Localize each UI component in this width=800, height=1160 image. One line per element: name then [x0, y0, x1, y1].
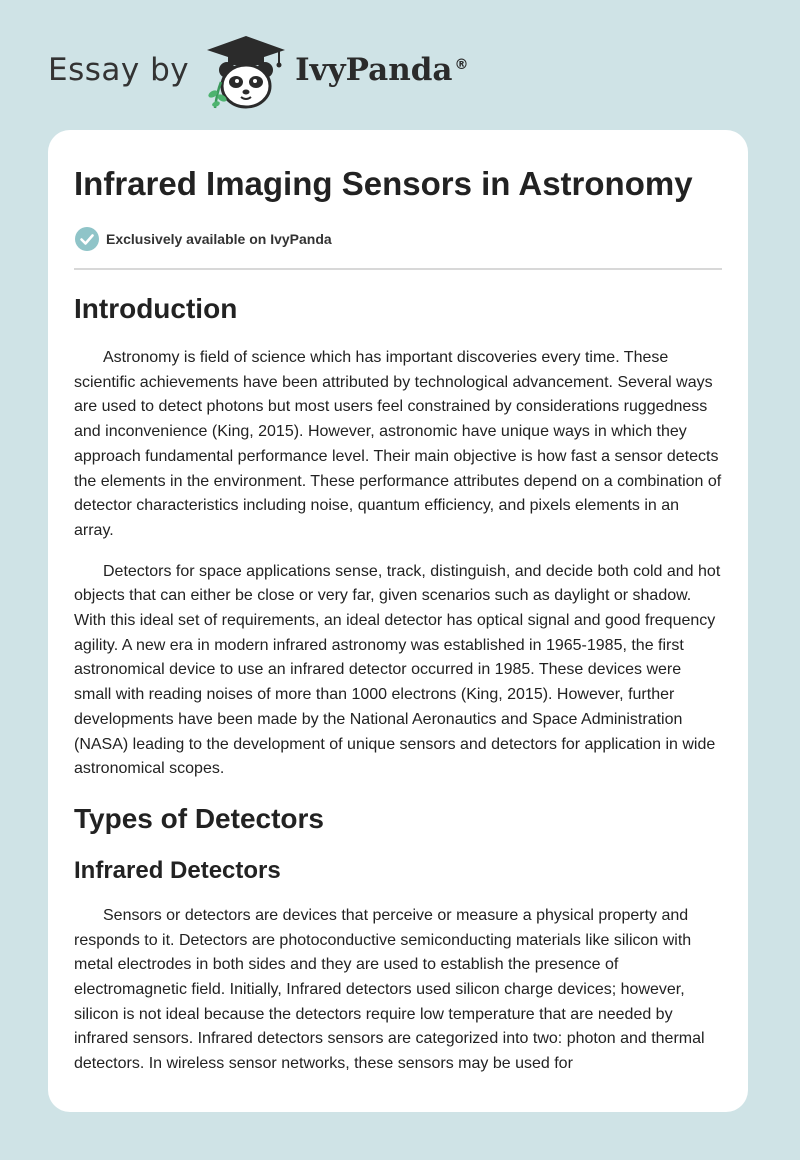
essay-card: [48, 130, 748, 1112]
panda-logo-icon: [203, 30, 289, 110]
check-circle-icon: [74, 226, 100, 252]
paragraph: Astronomy is field of science which has important discoveries every time. These scientific achievements have been attributed by technological advancement. Several ways are used to detect photons but most users feel constrained by considerations ruggedness and inconvenience (King, 2015). However, astronomic have unique ways in which they approach fundamental performance level. Their main objective is how fast a sensor detects the elements in the environment. These performance attributes depend on a combination of detector characteristics including noise, quantum efficiency, and pixels elements in an array.: [74, 349, 722, 539]
page-title: Infrared Imaging Sensors in Astronomy: [74, 165, 693, 202]
site-header: [48, 30, 469, 110]
section-types-of-detectors: [74, 802, 722, 1077]
brand-name[interactable]: [295, 52, 468, 88]
badge-text: Exclusively available on IvyPanda: [106, 231, 332, 247]
paragraph: Detectors for space applications sense, track, distinguish, and decide both cold and hot objects that can either be close or very far, given scenarios such as daylight or shadow. With this ideal set of requirements, an ideal detector has optical signal and good frequency agility. A new era in modern infrared astronomy was established in 1965-1985, the first astronomical device to use an infrared detector occurred in 1985. These devices were small with reading noises of more than 1000 electrons (King, 2015). However, further developments have been made by the National Aeronautics and Space Administration (NASA) leading to the development of unique sensors and detectors for application in wide astronomical scopes.: [74, 562, 721, 778]
paragraph: Sensors or detectors are devices that perceive or measure a physical property and responds to it. Detectors are photoconductive semiconducting materials like silicon with metal electrodes in both sides and they are used to establish the presence of electromagnetic field. Initially, Infrared detectors used silicon charge devices; however, silicon is not ideal because the detectors require low temperature that are needed by infrared sensors. Infrared detectors sensors are categorized into two: photon and thermal detectors. In wireless sensor networks, these sensors may be used for: [74, 906, 705, 1073]
section-heading: Types of Detectors: [74, 802, 324, 834]
brand-name-text: IvyPanda: [295, 52, 453, 88]
divider: [74, 268, 722, 270]
exclusive-badge: [74, 226, 722, 252]
brand-prefix: Essay by: [48, 52, 190, 88]
registered-mark: ®: [454, 56, 469, 73]
section-introduction: [74, 292, 722, 782]
section-heading: Introduction: [74, 293, 238, 324]
subsection-heading: Infrared Detectors: [74, 856, 281, 884]
